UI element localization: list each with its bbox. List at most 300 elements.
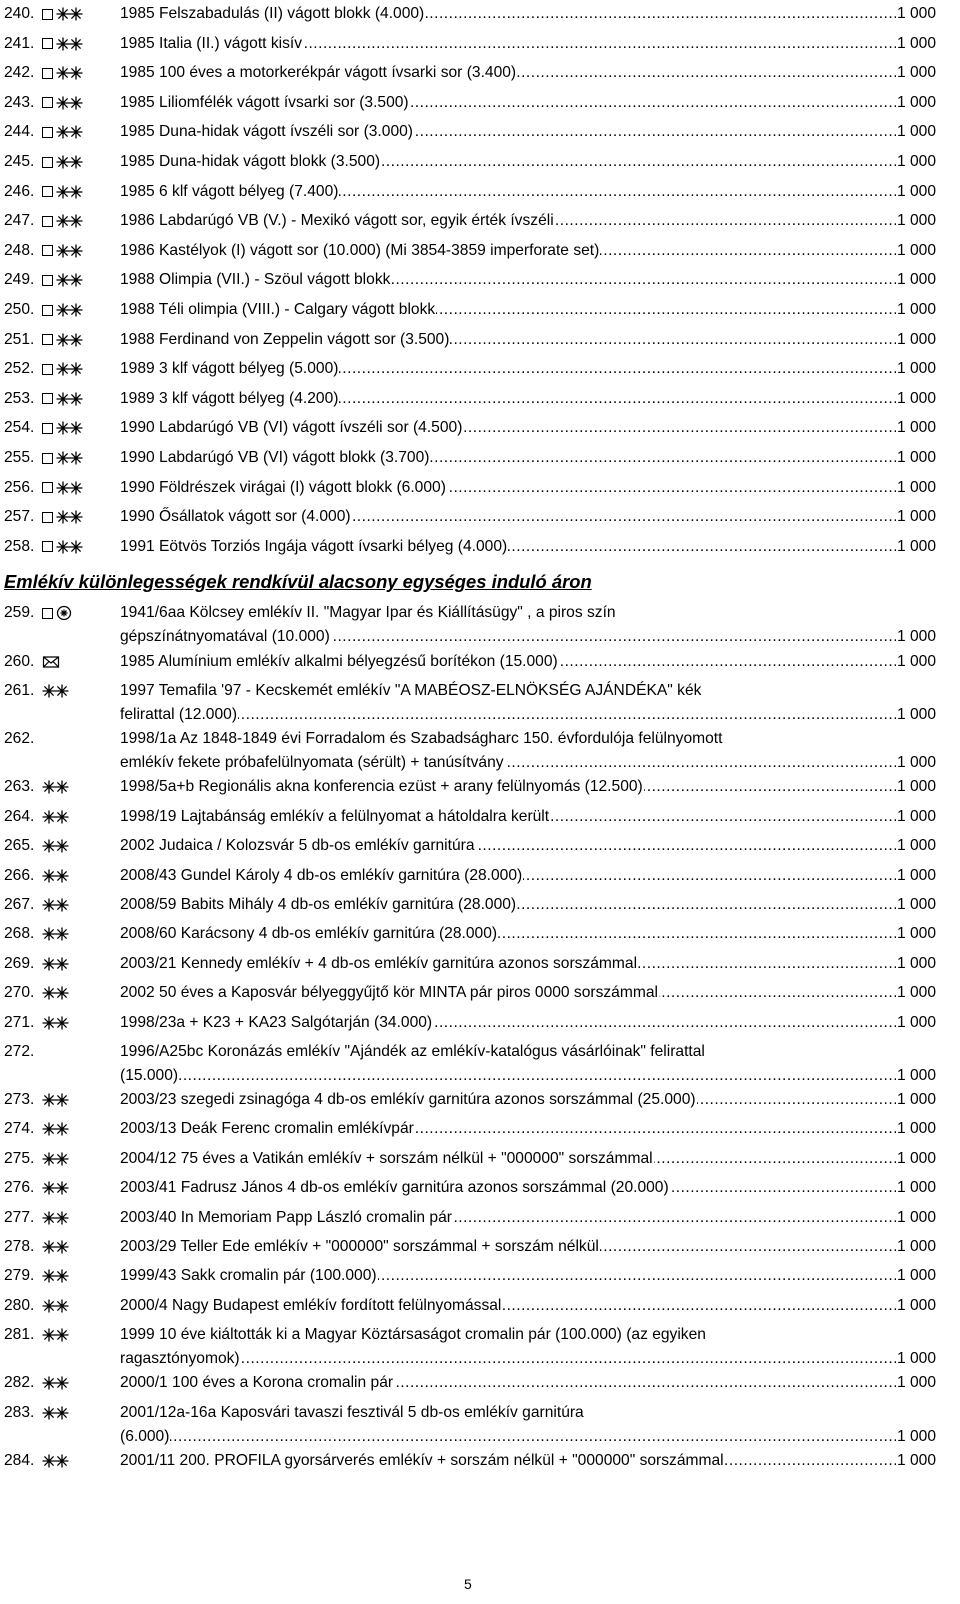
- double-asterisk-icon: [56, 303, 84, 317]
- item-line-last: [120, 1425, 936, 1449]
- item-number: 247.: [4, 212, 35, 230]
- item-icons: [42, 185, 84, 199]
- item-text: [120, 1040, 936, 1088]
- double-asterisk-icon: [42, 1240, 70, 1254]
- item-line-last: [120, 834, 936, 858]
- item-price: 1 000: [896, 416, 936, 440]
- item-icons: [42, 1016, 70, 1030]
- item-description: 1985 Duna-hidak vágott blokk (3.500): [120, 153, 381, 170]
- item-number: 257.: [4, 508, 35, 526]
- item-line-last: [120, 150, 936, 174]
- double-asterisk-icon: [42, 810, 70, 824]
- item-text: [120, 1117, 936, 1141]
- double-asterisk-icon: [42, 1152, 70, 1166]
- item-description: gépszínátnyomatával (10.000): [120, 628, 330, 645]
- item-icons: [42, 96, 84, 110]
- item-number: 267.: [4, 896, 35, 913]
- item-description: 1998/19 Lajtabánság emlékív a felülnyomat a hátoldalra került: [120, 807, 550, 825]
- item-line-last: [120, 805, 936, 829]
- item-line-last: [120, 1294, 936, 1318]
- item-description: 1989 3 klf vágott bélyeg (5.000): [120, 360, 339, 378]
- item-price: 1 000: [896, 751, 936, 775]
- item-line-last: [120, 751, 936, 775]
- item-text: [120, 476, 936, 500]
- item-price: 1 000: [896, 357, 936, 381]
- envelope-icon: [42, 655, 60, 669]
- item-number: 248.: [4, 241, 35, 259]
- item-line-last: [120, 952, 936, 976]
- double-asterisk-icon: [42, 898, 70, 912]
- item-text: [120, 1235, 936, 1259]
- item-line-last: [120, 328, 936, 352]
- square-icon: [42, 68, 53, 79]
- item-icons: [42, 1454, 70, 1468]
- double-asterisk-icon: [42, 1093, 70, 1107]
- item-icons: [42, 1299, 70, 1313]
- item-line-last: [120, 32, 936, 56]
- item-number: 243.: [4, 93, 35, 111]
- double-asterisk-icon: [56, 421, 84, 435]
- item-text: [120, 1401, 936, 1449]
- item-description: 2003/29 Teller Ede emlékív + "000000" sorszámmal + sorszám nélkül: [120, 1238, 599, 1255]
- double-asterisk-icon: [56, 362, 84, 376]
- double-asterisk-icon: [56, 451, 84, 465]
- item-line: [120, 727, 936, 751]
- double-asterisk-icon: [42, 839, 70, 853]
- item-icons: [42, 481, 84, 495]
- double-asterisk-icon: [42, 780, 70, 794]
- double-asterisk-icon: [56, 66, 84, 80]
- item-description: 2000/1 100 éves a Korona cromalin pár: [120, 1374, 394, 1392]
- item-text: [120, 727, 936, 775]
- item-icons: [42, 66, 84, 80]
- item-icons: [42, 986, 70, 1000]
- item-icons: [42, 684, 70, 698]
- item-price: 1 000: [896, 2, 936, 26]
- double-asterisk-icon: [42, 1406, 70, 1420]
- item-line: [120, 1323, 936, 1347]
- item-text: [120, 446, 936, 470]
- item-icons: [42, 869, 70, 883]
- item-description: 1941/6aa Kölcsey emlékív II. "Magyar Ipar és Kiállításügy" , a piros szín: [120, 604, 616, 621]
- item-line-last: [120, 416, 936, 440]
- item-description: 2003/41 Fadrusz János 4 db-os emlékív garnitúra azonos sorszámmal (20.000): [120, 1179, 669, 1197]
- item-icons: [42, 273, 84, 287]
- item-price: 1 000: [896, 268, 936, 292]
- item-line-last: [120, 650, 936, 674]
- double-asterisk-icon: [56, 185, 84, 199]
- item-icons: [42, 780, 70, 794]
- item-text: [120, 2, 936, 26]
- square-icon: [42, 482, 53, 493]
- item-description: 1997 Temafila '97 - Kecskemét emlékív "A MABÉOSZ-ELNÖKSÉG AJÁNDÉKA" kék: [120, 682, 702, 700]
- item-price: 1 000: [896, 834, 936, 858]
- item-icons: [42, 1240, 70, 1254]
- item-number: 256.: [4, 478, 35, 496]
- item-price: 1 000: [896, 1264, 936, 1288]
- item-number: 259.: [4, 604, 35, 621]
- item-price: 1 000: [896, 387, 936, 411]
- item-line-last: [120, 775, 936, 799]
- item-price: 1 000: [896, 650, 936, 674]
- item-price: 1 000: [896, 1449, 936, 1473]
- item-description: 2002 Judaica / Kolozsvár 5 db-os emlékív garnitúra: [120, 837, 475, 855]
- item-line: [120, 601, 936, 625]
- item-icons: [42, 214, 84, 228]
- item-number: 258.: [4, 537, 35, 555]
- item-description: 2003/40 In Memoriam Papp László cromalin pár: [120, 1208, 452, 1226]
- item-description: 1988 Olimpia (VII.) - Szöul vágott blokk: [120, 271, 391, 289]
- item-description: 1985 Alumínium emlékív alkalmi bélyegzésű borítékon (15.000): [120, 653, 558, 670]
- item-description: 1998/23a + K23 + KA23 Salgótarján (34.000): [120, 1013, 433, 1031]
- item-description: 1985 Liliomfélék vágott ívsarki sor (3.500): [120, 93, 409, 111]
- item-line-last: [120, 505, 936, 529]
- item-line-last: [120, 1117, 936, 1141]
- item-price: 1 000: [896, 120, 936, 144]
- item-icons: [42, 421, 84, 435]
- item-line-last: [120, 1371, 936, 1395]
- item-number: 282.: [4, 1374, 35, 1392]
- item-number: 241.: [4, 34, 35, 52]
- item-number: 253.: [4, 389, 35, 407]
- item-price: 1 000: [896, 328, 936, 352]
- item-text: [120, 1176, 936, 1200]
- double-asterisk-icon: [42, 1269, 70, 1283]
- item-line-last: [120, 1206, 936, 1230]
- item-text: [120, 775, 936, 799]
- item-number: 249.: [4, 271, 35, 289]
- item-text: [120, 864, 936, 888]
- item-icons: [42, 957, 70, 971]
- item-price: 1 000: [896, 1088, 936, 1112]
- item-text: [120, 61, 936, 85]
- item-icons: [42, 1376, 70, 1390]
- item-text: [120, 601, 936, 649]
- item-price: 1 000: [896, 703, 936, 727]
- square-icon: [42, 38, 53, 49]
- square-icon: [42, 216, 53, 227]
- double-asterisk-icon: [56, 244, 84, 258]
- item-description: 1985 Duna-hidak vágott ívszéli sor (3.000): [120, 123, 413, 141]
- item-description: 2008/43 Gundel Károly 4 db-os emlékív garnitúra (28.000): [120, 866, 523, 884]
- item-description: 2000/4 Nagy Budapest emlékív fordított felülnyomással: [120, 1296, 502, 1314]
- square-icon: [42, 305, 53, 316]
- item-icons: [42, 303, 84, 317]
- item-line-last: [120, 357, 936, 381]
- item-description: 2003/23 szegedi zsinagóga 4 db-os emlékív garnitúra azonos sorszámmal (25.000): [120, 1091, 696, 1108]
- item-icons: [42, 1122, 70, 1136]
- square-icon: [42, 245, 53, 256]
- item-description: (15.000): [120, 1067, 179, 1084]
- item-line-last: [120, 1449, 936, 1473]
- square-icon: [42, 608, 53, 619]
- double-asterisk-icon: [42, 1181, 70, 1195]
- item-text: [120, 91, 936, 115]
- item-number: 278.: [4, 1238, 35, 1255]
- item-price: 1 000: [896, 805, 936, 829]
- item-price: 1 000: [896, 91, 936, 115]
- item-text: [120, 1264, 936, 1288]
- square-icon: [42, 393, 53, 404]
- item-text: [120, 180, 936, 204]
- item-description: 1991 Eötvös Torziós Ingája vágott ívsarki bélyeg (4.000): [120, 537, 508, 555]
- item-text: [120, 1011, 936, 1035]
- item-icons: [42, 510, 84, 524]
- item-number: 240.: [4, 5, 35, 22]
- item-price: 1 000: [896, 180, 936, 204]
- item-number: 272.: [4, 1043, 35, 1060]
- item-line-last: [120, 893, 936, 917]
- item-number: 271.: [4, 1013, 35, 1031]
- square-icon: [42, 9, 53, 20]
- item-icons: [42, 7, 84, 21]
- cancellation-mark-icon: [56, 605, 72, 621]
- item-icons: [42, 451, 84, 465]
- item-line-last: [120, 981, 936, 1005]
- item-price: 1 000: [896, 32, 936, 56]
- item-line-last: [120, 1011, 936, 1035]
- item-price: 1 000: [896, 239, 936, 263]
- double-asterisk-icon: [42, 957, 70, 971]
- double-asterisk-icon: [56, 37, 84, 51]
- item-line-last: [120, 476, 936, 500]
- item-price: 1 000: [896, 150, 936, 174]
- item-description: 1988 Téli olimpia (VIII.) - Calgary vágott blokk: [120, 301, 436, 318]
- item-text: [120, 1294, 936, 1318]
- item-text: [120, 1147, 936, 1171]
- item-text: [120, 328, 936, 352]
- item-description: 2008/59 Babits Mihály 4 db-os emlékív garnitúra (28.000): [120, 896, 517, 913]
- item-number: 276.: [4, 1179, 35, 1197]
- double-asterisk-icon: [56, 7, 84, 21]
- item-description: 1989 3 klf vágott bélyeg (4.200): [120, 389, 339, 407]
- item-price: 1 000: [896, 1147, 936, 1171]
- item-number: 281.: [4, 1326, 35, 1344]
- item-icons: [42, 392, 84, 406]
- item-description: 2002 50 éves a Kaposvár bélyeggyűjtő kör MINTA pár piros 0000 sorszámmal: [120, 984, 658, 1002]
- item-description: 1985 Italia (II.) vágott kisív: [120, 34, 303, 52]
- item-description: 2001/11 200. PROFILA gyorsárverés emlékív + sorszám nélkül + "000000" sorszámmal: [120, 1451, 724, 1469]
- double-asterisk-icon: [42, 927, 70, 941]
- double-asterisk-icon: [42, 1211, 70, 1225]
- item-price: 1 000: [896, 1425, 936, 1449]
- item-text: [120, 535, 936, 559]
- item-price: 1 000: [896, 1371, 936, 1395]
- item-price: 1 000: [896, 922, 936, 946]
- item-text: [120, 209, 936, 233]
- item-description: 2008/60 Karácsony 4 db-os emlékív garnitúra (28.000): [120, 925, 498, 943]
- item-description: 1999 10 éve kiáltották ki a Magyar Köztársaságot cromalin pár (100.000) (az egyiken: [120, 1326, 706, 1344]
- item-description: 2004/12 75 éves a Vatikán emlékív + sorszám nélkül + "000000" sorszámmal: [120, 1149, 653, 1167]
- item-text: [120, 505, 936, 529]
- item-number: 273.: [4, 1091, 35, 1108]
- item-text: [120, 120, 936, 144]
- square-icon: [42, 453, 53, 464]
- item-number: 254.: [4, 419, 35, 437]
- item-icons: [42, 606, 72, 620]
- item-icons: [42, 244, 84, 258]
- item-line-last: [120, 1088, 936, 1112]
- item-icons: [42, 1328, 70, 1342]
- item-price: 1 000: [896, 1011, 936, 1035]
- item-text: [120, 387, 936, 411]
- item-text: [120, 32, 936, 56]
- item-line-last: [120, 180, 936, 204]
- item-number: 279.: [4, 1267, 35, 1285]
- item-number: 266.: [4, 866, 35, 884]
- item-text: [120, 357, 936, 381]
- item-price: 1 000: [896, 505, 936, 529]
- item-price: 1 000: [896, 1206, 936, 1230]
- item-icons: [42, 839, 70, 853]
- item-number: 261.: [4, 682, 35, 700]
- item-icons: [42, 655, 60, 669]
- double-asterisk-icon: [56, 481, 84, 495]
- item-price: 1 000: [896, 476, 936, 500]
- item-number: 260.: [4, 653, 35, 670]
- item-description: 1990 Földrészek virágai (I) vágott blokk (6.000): [120, 478, 446, 496]
- item-line-last: [120, 1347, 936, 1371]
- item-text: [120, 298, 936, 322]
- item-description: 1986 Kastélyok (I) vágott sor (10.000) (Mi 3854-3859 imperforate set): [120, 241, 600, 259]
- item-price: 1 000: [896, 1117, 936, 1141]
- item-icons: [42, 362, 84, 376]
- item-line-last: [120, 1147, 936, 1171]
- item-icons: [42, 1152, 70, 1166]
- double-asterisk-icon: [56, 96, 84, 110]
- item-line-last: [120, 239, 936, 263]
- item-description: (6.000): [120, 1427, 170, 1445]
- item-line-last: [120, 1176, 936, 1200]
- item-number: 275.: [4, 1149, 35, 1167]
- item-line: [120, 679, 936, 703]
- item-number: 284.: [4, 1451, 35, 1469]
- item-number: 270.: [4, 984, 35, 1002]
- square-icon: [42, 364, 53, 375]
- item-number: 283.: [4, 1403, 35, 1421]
- item-text: [120, 1088, 936, 1112]
- double-asterisk-icon: [56, 540, 84, 554]
- square-icon: [42, 423, 53, 434]
- square-icon: [42, 186, 53, 197]
- item-line-last: [120, 703, 936, 727]
- item-icons: [42, 333, 84, 347]
- item-line-last: [120, 535, 936, 559]
- item-number: 262.: [4, 730, 35, 748]
- item-icons: [42, 1269, 70, 1283]
- item-price: 1 000: [896, 446, 936, 470]
- square-icon: [42, 127, 53, 138]
- item-number: 264.: [4, 807, 35, 825]
- item-price: 1 000: [896, 952, 936, 976]
- item-description: 1998/1a Az 1848-1849 évi Forradalom és Szabadságharc 150. évfordulója felülnyomott: [120, 730, 723, 748]
- item-number: 263.: [4, 778, 35, 796]
- item-number: 242.: [4, 64, 35, 82]
- square-icon: [42, 157, 53, 168]
- item-description: emlékív fekete próbafelülnyomata (sérült) + tanúsítvány: [120, 754, 504, 772]
- item-description: 2003/13 Deák Ferenc cromalin emlékívpár: [120, 1120, 414, 1138]
- item-price: 1 000: [896, 981, 936, 1005]
- item-icons: [42, 540, 84, 554]
- square-icon: [42, 541, 53, 552]
- item-number: 274.: [4, 1120, 35, 1138]
- item-icons: [42, 810, 70, 824]
- item-number: 280.: [4, 1296, 35, 1314]
- item-number: 268.: [4, 925, 35, 943]
- item-icons: [42, 1093, 70, 1107]
- item-text: [120, 150, 936, 174]
- double-asterisk-icon: [42, 1016, 70, 1030]
- item-icons: [42, 1181, 70, 1195]
- double-asterisk-icon: [56, 273, 84, 287]
- item-line-last: [120, 61, 936, 85]
- item-price: 1 000: [896, 1235, 936, 1259]
- double-asterisk-icon: [42, 1328, 70, 1342]
- double-asterisk-icon: [42, 1122, 70, 1136]
- item-number: 265.: [4, 837, 35, 855]
- item-icons: [42, 898, 70, 912]
- item-icons: [42, 927, 70, 941]
- square-icon: [42, 275, 53, 286]
- square-icon: [42, 97, 53, 108]
- item-text: [120, 922, 936, 946]
- item-line-last: [120, 120, 936, 144]
- item-text: [120, 981, 936, 1005]
- double-asterisk-icon: [42, 1454, 70, 1468]
- item-description: 2001/12a-16a Kaposvári tavaszi fesztivál 5 db-os emlékív garnitúra: [120, 1403, 584, 1421]
- item-line: [120, 1040, 936, 1064]
- square-icon: [42, 334, 53, 345]
- item-line-last: [120, 864, 936, 888]
- item-description: 1990 Ősállatok vágott sor (4.000): [120, 508, 351, 526]
- item-icons: [42, 37, 84, 51]
- square-icon: [42, 512, 53, 523]
- item-description: 1985 Felszabadulás (II) vágott blokk (4.000): [120, 5, 425, 22]
- item-line-last: [120, 268, 936, 292]
- item-price: 1 000: [896, 535, 936, 559]
- item-number: 252.: [4, 360, 35, 378]
- item-line-last: [120, 387, 936, 411]
- item-description: 1996/A25bc Koronázás emlékív "Ajándék az emlékív-katalógus vásárlóinak" felirattal: [120, 1043, 705, 1060]
- item-line-last: [120, 1235, 936, 1259]
- item-price: 1 000: [896, 1294, 936, 1318]
- item-description: felirattal (12.000): [120, 706, 238, 724]
- double-asterisk-icon: [56, 155, 84, 169]
- double-asterisk-icon: [42, 684, 70, 698]
- item-text: [120, 1449, 936, 1473]
- item-line-last: [120, 922, 936, 946]
- item-text: [120, 834, 936, 858]
- item-line-last: [120, 298, 936, 322]
- item-price: 1 000: [896, 1176, 936, 1200]
- item-price: 1 000: [896, 1347, 936, 1371]
- item-description: 1985 100 éves a motorkerékpár vágott ívsarki sor (3.400): [120, 64, 517, 82]
- double-asterisk-icon: [42, 1376, 70, 1390]
- item-line-last: [120, 625, 936, 649]
- section-heading: Emlékív különlegességek rendkívül alacsony egységes induló áron: [4, 571, 592, 592]
- page-number: 5: [464, 1576, 472, 1592]
- item-description: 1990 Labdarúgó VB (VI) vágott blokk (3.700): [120, 449, 430, 466]
- item-number: 244.: [4, 123, 35, 141]
- item-line-last: [120, 209, 936, 233]
- item-icons: [42, 1211, 70, 1225]
- item-text: [120, 679, 936, 727]
- item-price: 1 000: [896, 625, 936, 649]
- item-number: 245.: [4, 153, 35, 170]
- double-asterisk-icon: [56, 392, 84, 406]
- item-line-last: [120, 1064, 936, 1088]
- double-asterisk-icon: [42, 869, 70, 883]
